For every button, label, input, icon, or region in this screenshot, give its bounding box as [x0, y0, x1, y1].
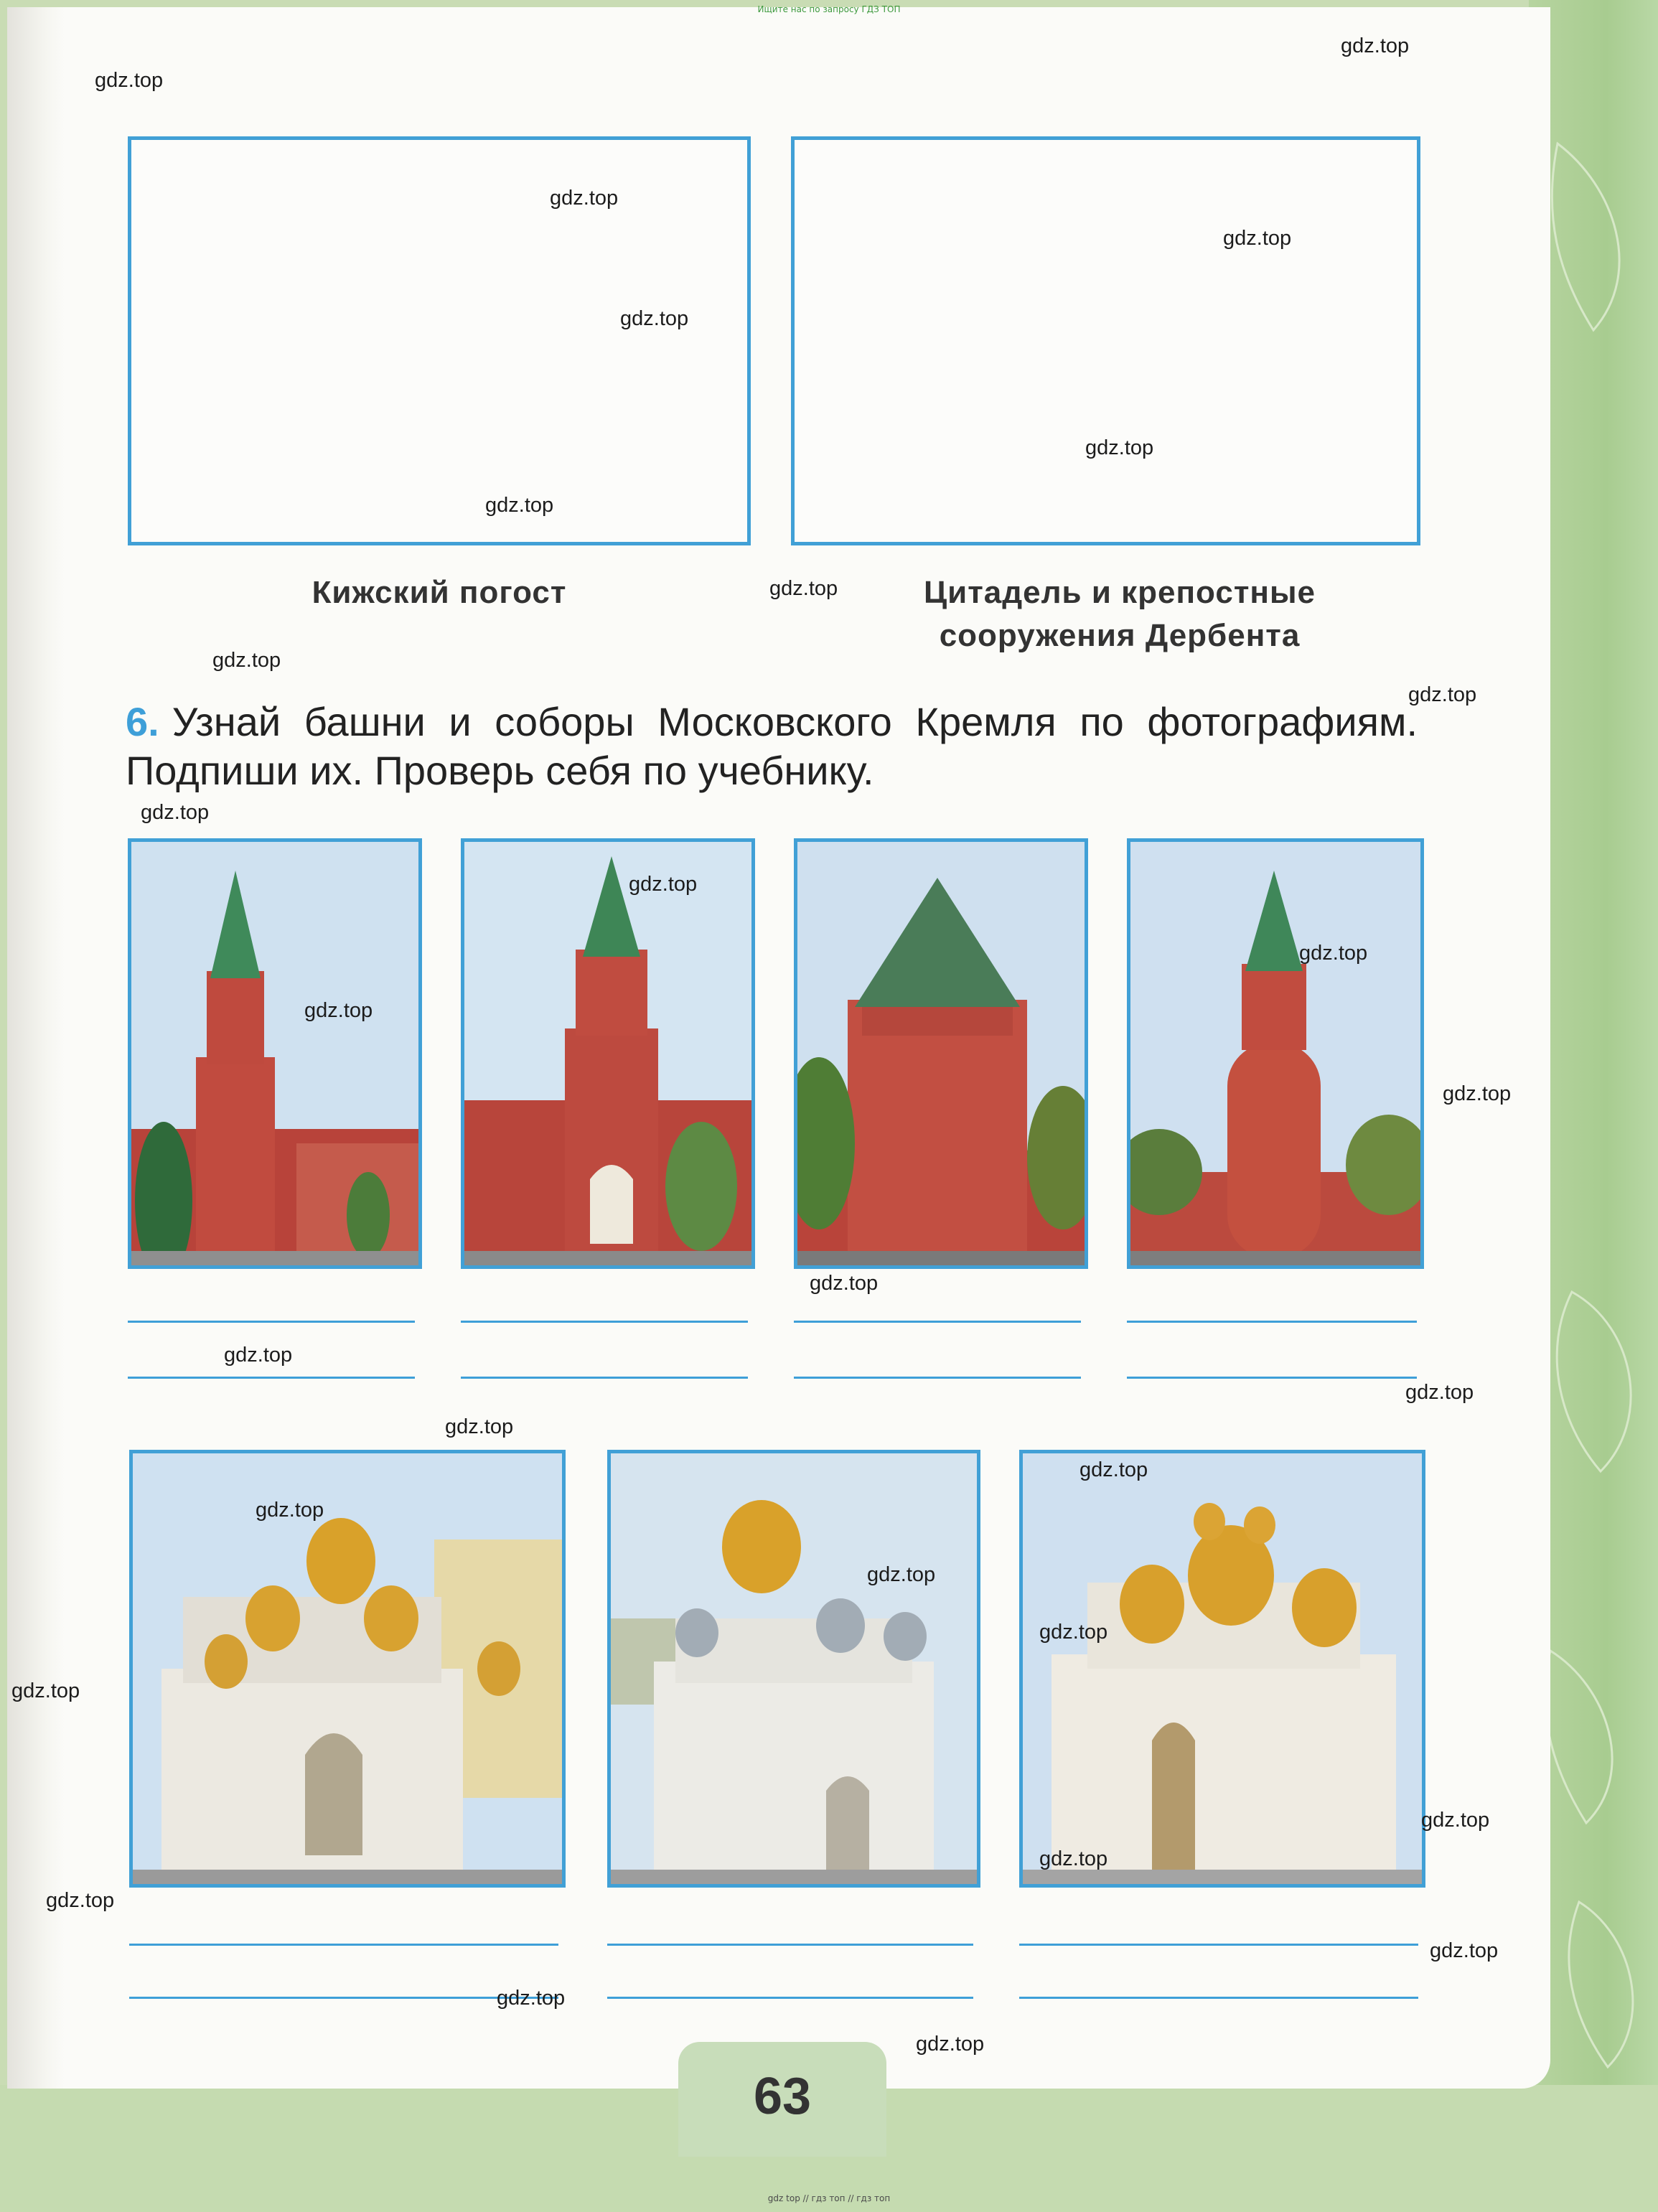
kremlin-tower-photo-3: [794, 838, 1088, 1269]
watermark: gdz.top: [485, 494, 554, 517]
answer-line-tower-3a[interactable]: [794, 1321, 1081, 1323]
top-note: Ищите нас по запросу ГДЗ ТОП: [757, 4, 901, 14]
watermark: gdz.top: [445, 1415, 514, 1438]
watermark: gdz.top: [1299, 942, 1368, 965]
answer-line-tower-2a[interactable]: [461, 1321, 748, 1323]
watermark: gdz.top: [1085, 436, 1154, 459]
watermark: gdz.top: [497, 1987, 566, 2010]
watermark: gdz.top: [1408, 683, 1477, 706]
answer-line-tower-4b[interactable]: [1127, 1377, 1417, 1379]
kremlin-tower-photo-2: [461, 838, 755, 1269]
answer-line-cathedral-1a[interactable]: [129, 1944, 558, 1946]
watermark: gdz.top: [769, 577, 838, 600]
kremlin-cathedral-photo-1: [129, 1450, 566, 1888]
watermark: gdz.top: [304, 999, 373, 1022]
answer-line-tower-2b[interactable]: [461, 1377, 748, 1379]
watermark: gdz.top: [1421, 1809, 1490, 1832]
drawing-frame-kizhi: [128, 136, 751, 545]
task-6: [126, 698, 1418, 795]
watermark: gdz.top: [1341, 34, 1410, 57]
kremlin-cathedral-photo-3: [1019, 1450, 1425, 1888]
watermark: gdz.top: [1443, 1082, 1512, 1105]
task-number: 6.: [126, 699, 159, 744]
watermark: gdz.top: [916, 2033, 985, 2056]
answer-line-cathedral-2a[interactable]: [607, 1944, 973, 1946]
watermark: gdz.top: [867, 1563, 936, 1586]
answer-line-tower-3b[interactable]: [794, 1377, 1081, 1379]
watermark: gdz.top: [1223, 227, 1292, 250]
watermark: gdz.top: [810, 1272, 879, 1295]
watermark: gdz.top: [256, 1499, 324, 1522]
watermark: gdz.top: [224, 1344, 293, 1367]
page-number: 63: [753, 2068, 812, 2125]
drawing-frame-derbent: [791, 136, 1420, 545]
answer-line-cathedral-2b[interactable]: [607, 1997, 973, 1999]
answer-line-cathedral-3b[interactable]: [1019, 1997, 1418, 1999]
caption-kizhi: Кижский погост: [312, 575, 567, 610]
page-spine-shadow: [7, 7, 65, 2089]
answer-line-tower-1b[interactable]: [128, 1377, 415, 1379]
answer-line-tower-1a[interactable]: [128, 1321, 415, 1323]
kremlin-tower-photo-1: [128, 838, 422, 1269]
watermark: gdz.top: [1079, 1458, 1148, 1481]
watermark: gdz.top: [550, 187, 619, 210]
watermark: gdz.top: [1405, 1381, 1474, 1404]
caption-derbent: [833, 571, 1407, 657]
bottom-note: gdz top // гдз топ // гдз топ: [767, 2193, 891, 2203]
watermark: gdz.top: [141, 801, 210, 824]
answer-line-cathedral-3a[interactable]: [1019, 1944, 1418, 1946]
watermark: gdz.top: [46, 1889, 115, 1912]
watermark: gdz.top: [1039, 1847, 1108, 1870]
answer-line-tower-4a[interactable]: [1127, 1321, 1417, 1323]
watermark: gdz.top: [212, 649, 281, 672]
caption-derbent-line2: сооружения Дербента: [939, 618, 1301, 653]
watermark: gdz.top: [1039, 1621, 1108, 1644]
watermark: gdz.top: [11, 1679, 80, 1702]
watermark: gdz.top: [95, 69, 164, 92]
task-text: Узнай башни и соборы Московского Кремля по фотографиям. Подпиши их. Проверь себя по учебнику.: [126, 699, 1418, 793]
watermark: gdz.top: [620, 307, 689, 330]
kremlin-tower-photo-4: [1127, 838, 1424, 1269]
caption-derbent-line1: Цитадель и крепостные: [924, 575, 1316, 610]
kremlin-cathedral-photo-2: [607, 1450, 980, 1888]
watermark: gdz.top: [629, 873, 698, 896]
answer-line-cathedral-1b[interactable]: [129, 1997, 558, 1999]
bleed-through-text: [139, 141, 741, 428]
watermark: gdz.top: [1430, 1939, 1499, 1962]
